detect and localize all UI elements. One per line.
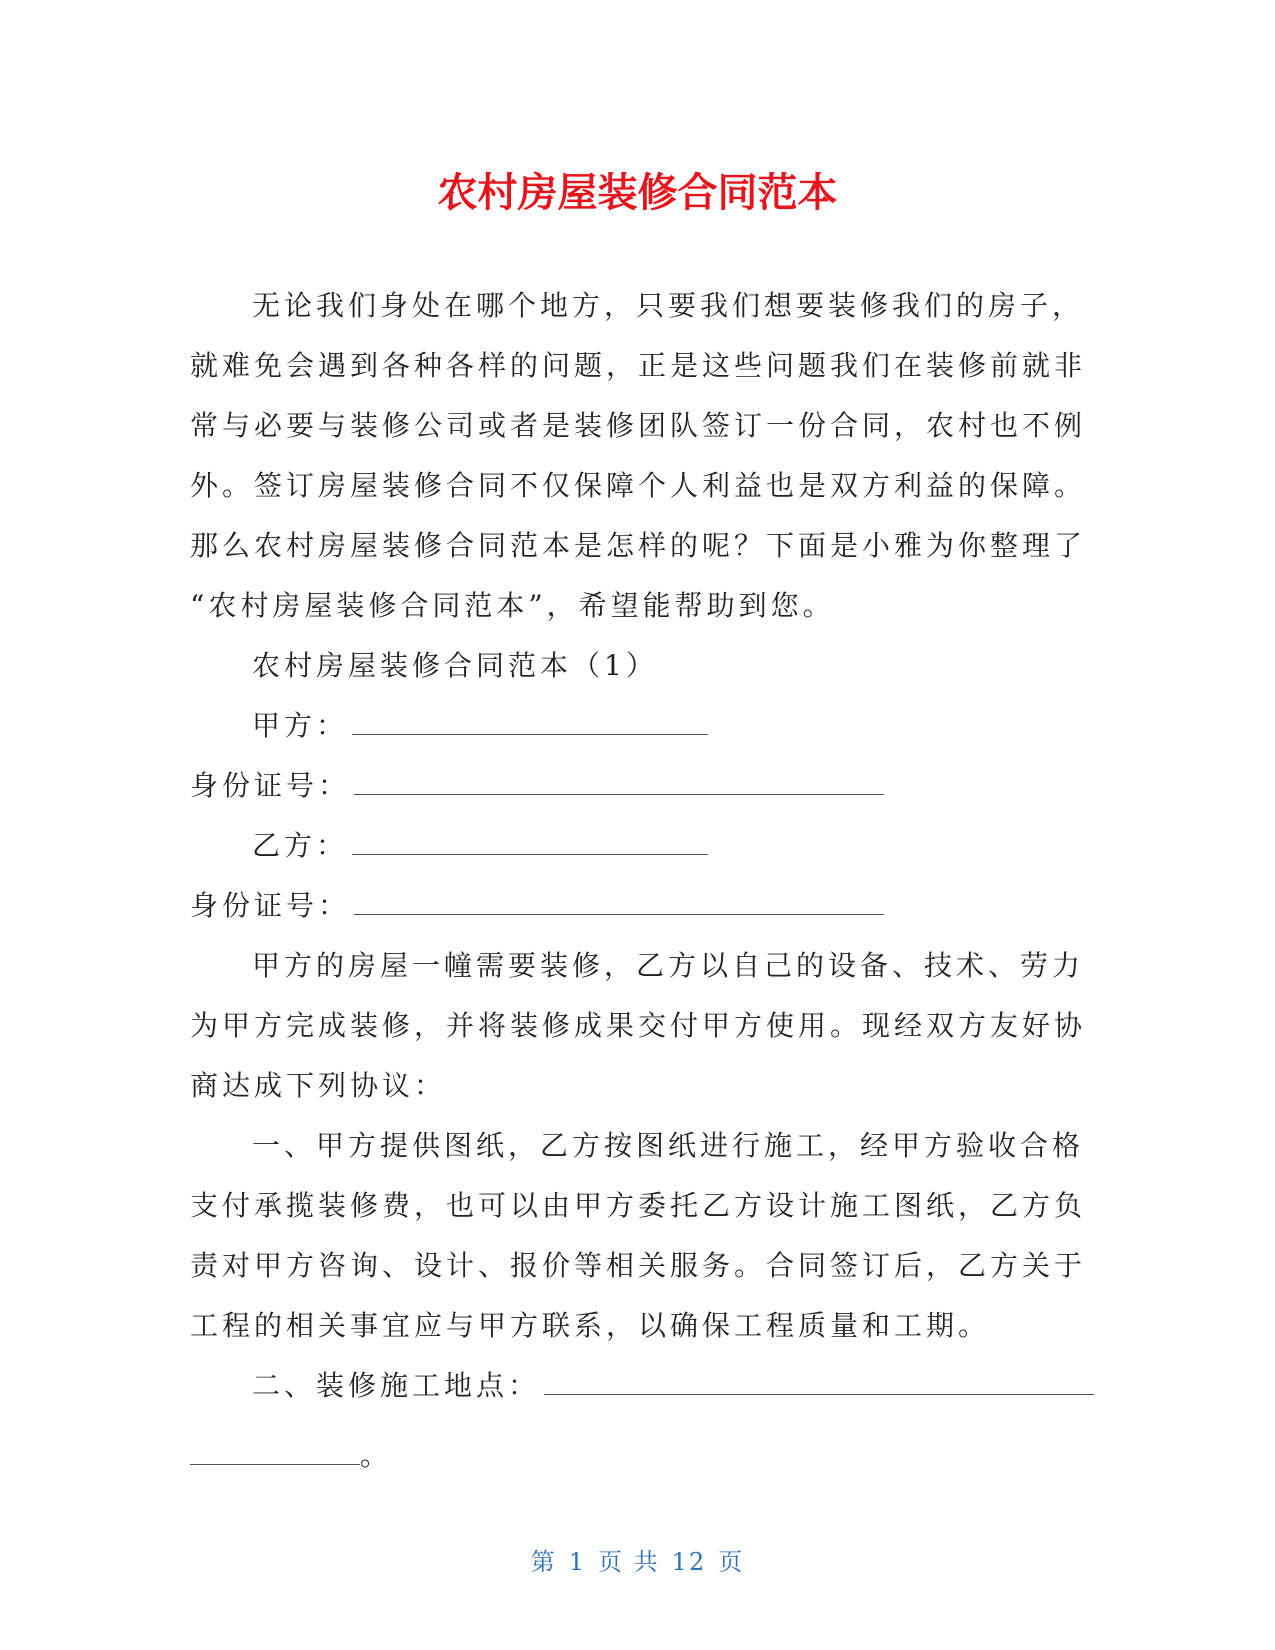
footer-suffix: 页 <box>718 1548 745 1576</box>
party-a-blank[interactable] <box>352 706 708 735</box>
id-b-label: 身份证号： <box>190 889 351 922</box>
intro-line-1: 无论我们身处在哪个地方，只要我们想要装修我们的房子， <box>252 289 1085 322</box>
para2-line-1: 一、甲方提供图纸，乙方按图纸进行施工，经甲方验收合格 <box>252 1129 1085 1162</box>
intro-line-4: 外。签订房屋装修合同不仅保障个人利益也是双方利益的保障。 <box>190 469 1087 502</box>
id-a-row <box>190 756 884 816</box>
id-a-label: 身份证号： <box>190 769 351 802</box>
para3-end: 。 <box>360 1439 393 1472</box>
footer-total: 12 <box>671 1548 707 1576</box>
para3-row <box>252 1356 1094 1416</box>
intro-line-3: 常与必要与装修公司或者是装修团队签订一份合同，农村也不例 <box>190 409 1087 442</box>
party-b-row <box>252 816 708 876</box>
intro-line-2: 就难免会遇到各种各样的问题，正是这些问题我们在装修前就非 <box>190 349 1087 382</box>
para3-row-2 <box>190 1426 392 1486</box>
page-footer <box>0 1542 1275 1577</box>
para2-line-4: 工程的相关事宜应与甲方联系，以确保工程质量和工期。 <box>190 1309 991 1342</box>
footer-mid: 页 共 <box>598 1548 660 1576</box>
para1-line-1: 甲方的房屋一幢需要装修，乙方以自己的设备、技术、劳力 <box>252 949 1085 982</box>
party-a-label: 甲方： <box>252 709 349 742</box>
section-heading: 农村房屋装修合同范本（1） <box>252 649 658 682</box>
document-title: 农村房屋装修合同范本 <box>437 170 838 216</box>
intro-line-5: 那么农村房屋装修合同范本是怎样的呢？下面是小雅为你整理了 <box>190 529 1087 562</box>
footer-prefix: 第 <box>530 1548 557 1576</box>
id-b-row <box>190 876 884 936</box>
id-b-blank[interactable] <box>354 886 884 915</box>
footer-page: 1 <box>568 1548 587 1576</box>
intro-line-6: “农村房屋装修合同范本”，希望能帮助到您。 <box>190 589 835 622</box>
id-a-blank[interactable] <box>354 766 884 795</box>
party-b-blank[interactable] <box>352 826 708 855</box>
para1-line-3: 商达成下列协议： <box>190 1069 447 1102</box>
address-blank[interactable] <box>544 1366 1094 1395</box>
para2-line-2: 支付承揽装修费，也可以由甲方委托乙方设计施工图纸，乙方负 <box>190 1189 1087 1222</box>
address-blank-cont[interactable] <box>190 1436 360 1465</box>
para2-line-3: 责对甲方咨询、设计、报价等相关服务。合同签订后，乙方关于 <box>190 1249 1087 1282</box>
party-a-row <box>252 696 708 756</box>
party-b-label: 乙方： <box>252 829 349 862</box>
para1-line-2: 为甲方完成装修，并将装修成果交付甲方使用。现经双方友好协 <box>190 1009 1087 1042</box>
para3-label: 二、装修施工地点： <box>252 1369 541 1402</box>
